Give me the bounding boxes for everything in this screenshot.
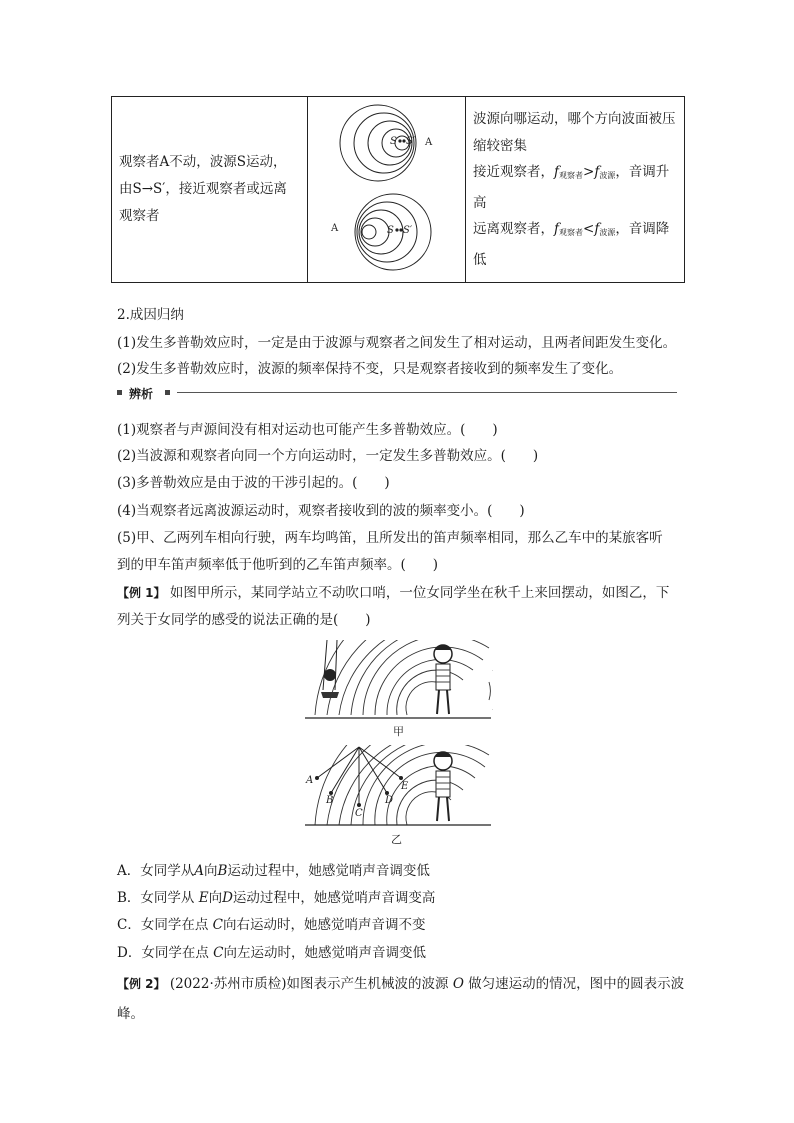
analysis-line: 缩较密集 [473, 137, 527, 154]
bianxi-item: 到的甲车笛声频率低于他听到的乙车笛声频率。( ) [117, 557, 439, 573]
figure-yi [303, 745, 493, 845]
analysis-cell [466, 97, 685, 283]
bianxi-divider [117, 386, 677, 400]
bianxi-item: (5)甲、乙两列车相向行驶，两车均鸣笛，且所发出的笛声频率相同，那么乙车中的某旅客听 [117, 530, 663, 546]
observer-label: A [331, 223, 339, 234]
source-prime-label: S′ [403, 225, 413, 236]
situation-line: 观察者A不动，波源S运动， [119, 154, 287, 170]
situation-cell [112, 97, 308, 283]
bianxi-item: (2)当波源和观察者向同一个方向运动时，一定发生多普勒效应。( ) [117, 448, 539, 464]
point-label-e: E [401, 781, 409, 792]
figure-jia [303, 640, 493, 740]
divider-line [177, 392, 677, 393]
option-d: D．女同学在点 C向左运动时，她感觉哨声音调变低 [117, 945, 426, 961]
example2-tag: 【例 2】 [117, 977, 166, 991]
example1-line: 列关于女同学的感受的说法正确的是( ) [117, 612, 371, 628]
observer-label: A [425, 137, 433, 148]
analysis-line: 低 [473, 251, 487, 268]
wavefront-diagram [308, 97, 465, 278]
example1-line: 【例 1】 如图甲所示，某同学站立不动吹口哨，一位女同学坐在秋千上来回摆动，如图乙，下 [117, 585, 670, 601]
point-label-a: A [306, 775, 314, 786]
analysis-line: 高 [473, 194, 487, 211]
point-label-b: B [326, 795, 334, 806]
bianxi-item: (1)观察者与声源间没有相对运动也可能产生多普勒效应。( ) [117, 422, 498, 438]
example1-tag: 【例 1】 [117, 586, 166, 600]
bianxi-item: (3)多普勒效应是由于波的干涉引起的。( ) [117, 475, 390, 491]
diagram-cell [308, 97, 466, 283]
option-a: A．女同学从A向B运动过程中，她感觉哨声音调变低 [117, 863, 430, 879]
figure-yi-caption: 乙 [391, 833, 402, 845]
source-label: S [390, 136, 397, 147]
analysis-line: 波源向哪运动，哪个方向波面被压 [473, 111, 676, 127]
figure-jia-caption: 甲 [393, 725, 404, 738]
source-label: S [387, 225, 394, 236]
comparison-table [111, 96, 685, 283]
bullet-icon [165, 390, 170, 395]
section-heading: 2.成因归纳 [117, 307, 184, 323]
point-label-c: C [355, 808, 363, 819]
option-c: C．女同学在点 C向右运动时，她感觉哨声音调不变 [117, 917, 426, 933]
bianxi-label: 辨析 [129, 387, 154, 401]
situation-line: 由S→S′，接近观察者或远离 [119, 181, 287, 197]
analysis-line-recede: 远离观察者，$f_{观察者}<f_{波源}$，音调降 [473, 221, 670, 237]
source-prime-label: S′ [406, 136, 416, 147]
example2-line: 【例 2】 (2022·苏州市质检)如图表示产生机械波的波源 O 做匀速运动的情况，图中的圆表示波 [117, 976, 685, 992]
bullet-icon [117, 390, 122, 395]
point-label-d: D [385, 795, 394, 806]
bianxi-item: (4)当观察者远离波源运动时，观察者接收到的波的频率变小。( ) [117, 503, 525, 519]
section-paragraph: (1)发生多普勒效应时，一定是由于波源与观察者之间发生了相对运动，且两者间距发生变化。 [117, 335, 677, 351]
girl-head [324, 669, 336, 681]
example2-line: 峰。 [117, 1006, 144, 1022]
section-paragraph: (2)发生多普勒效应时，波源的频率保持不变，只是观察者接收到的频率发生了变化。 [117, 361, 623, 377]
option-b: B．女同学从 E向D运动过程中，她感觉哨声音调变高 [117, 890, 436, 906]
situation-line: 观察者 [119, 208, 160, 224]
analysis-line-approach: 接近观察者，$f_{观察者}>f_{波源}$，音调升 [473, 164, 670, 180]
